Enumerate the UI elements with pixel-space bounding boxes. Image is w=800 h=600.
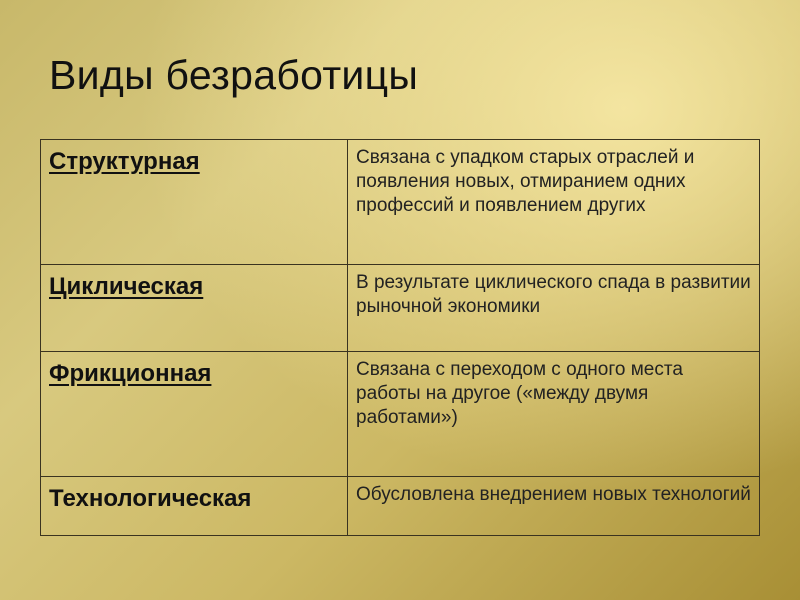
description-cell [348,265,760,352]
term-cell [41,140,348,265]
description-cell [348,477,760,536]
description-cell [348,140,760,265]
term-link-frictional[interactable]: Фрикционная [49,360,212,388]
term-link-structural[interactable]: Структурная [49,148,200,175]
term-description: Связана с упадком старых отраслей и появления новых, отмиранием одних профессий и появлением других [356,147,695,216]
table-row [41,352,760,477]
term-technological: Технологическая [49,485,252,513]
unemployment-types-table [40,139,760,536]
table-row [41,477,760,536]
term-description: Обусловлена внедрением новых технологий [356,484,751,506]
table-row [41,140,760,265]
term-cell [41,265,348,352]
term-cell [41,477,348,536]
slide-title: Виды безработицы [49,52,419,98]
term-cell [41,352,348,477]
term-description: В результате циклического спада в развитии рыночной экономики [356,272,751,318]
table-row [41,265,760,352]
term-link-cyclical[interactable]: Циклическая [49,273,204,301]
description-cell [348,352,760,477]
term-description: Связана с переходом с одного места работы на другое («между двумя работами») [356,359,683,429]
